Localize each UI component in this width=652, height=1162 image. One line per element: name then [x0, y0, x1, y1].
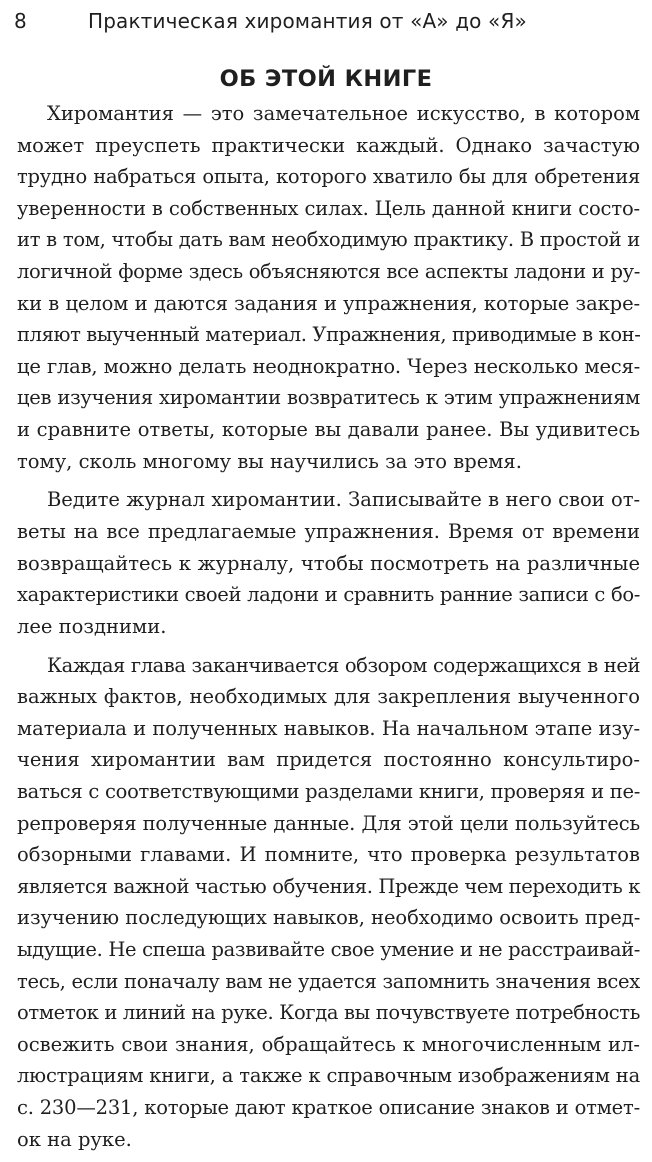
text-line: Каждая глава заканчивается обзором содержащихся в ней	[47, 653, 640, 677]
text-line: Хиромантия — это замечательное искусство, в котором	[47, 102, 640, 125]
running-head	[14, 6, 644, 36]
chapter-title: ОБ ЭТОЙ КНИГЕ	[219, 66, 433, 92]
text-line: ок на руке.	[17, 1127, 132, 1151]
text-line: изучению последующих навыков, необходимо освоить пред-	[17, 906, 641, 930]
text-line: цев изучения хиромантии возвратитесь к этим упражнениям	[17, 386, 640, 410]
text-line: характеристики своей ладони и сравнить ранние записи с бо-	[17, 583, 640, 607]
running-title: Практическая хиромантия от «А» до «Я»	[88, 9, 527, 33]
text-line: трудно набраться опыта, которого хватило бы для обретения	[17, 165, 640, 189]
text-line: является важной частью обучения. Прежде чем переходить к	[17, 874, 640, 898]
paragraph	[17, 98, 640, 477]
text-line: це глав, можно делать неоднократно. Через несколько меся-	[17, 354, 640, 378]
text-line: чения хиромантии вам придется постоянно консультиро-	[17, 748, 640, 772]
text-line: ки в целом и даются задания и упражнения, которые закре-	[17, 291, 640, 315]
text-line: отметок и линий на руке. Когда вы почувствуете потребность	[17, 1001, 640, 1025]
text-line: возвращайтесь к журналу, чтобы посмотреть на различные	[17, 551, 640, 575]
text-line: обзорными главами. И помните, что проверка результатов	[17, 843, 640, 867]
text-line: тесь, если поначалу вам не удается запомнить значения всех	[17, 969, 640, 993]
text-line: ыдущие. Не спеша развивайте свое умение и не расстраивай-	[17, 938, 640, 962]
text-line: пляют выученный материал. Упражнения, приводимые в кон-	[17, 323, 641, 347]
text-line: ит в том, чтобы дать вам необходимую практику. В простой и	[17, 228, 640, 252]
text-line: тому, сколь многому вы научились за это время.	[17, 449, 522, 473]
paragraph	[17, 650, 640, 1156]
paragraph	[17, 484, 640, 642]
text-line: и сравните ответы, которые вы давали ранее. Вы удивитесь	[17, 417, 640, 441]
text-line: веты на все предлагаемые упражнения. Время от времени	[17, 520, 640, 544]
text-line: репроверяя полученные данные. Для этой цели пользуйтесь	[17, 811, 640, 835]
text-line: материала и полученных навыков. На начальном этапе изу-	[17, 716, 640, 740]
text-line: логичной форме здесь объясняются все аспекты ладони и ру-	[17, 259, 640, 283]
body-text	[17, 98, 640, 1162]
text-line: уверенности в собственных силах. Цель данной книги состо-	[17, 196, 640, 220]
text-line: с. 230—231, которые дают краткое описание знаков и отмет-	[17, 1096, 640, 1119]
text-line: может преуспеть практически каждый. Однако зачастую	[17, 133, 640, 157]
page-number: 8	[14, 9, 27, 33]
text-line: важных фактов, необходимых для закрепления выученного	[17, 685, 640, 709]
text-line: ваться с соответствующими разделами книги, проверяя и пе-	[17, 780, 640, 804]
text-line: Ведите журнал хиромантии. Записывайте в него свои от-	[47, 488, 640, 512]
text-line: люстрациям книги, а также к справочным изображениям на	[17, 1064, 640, 1088]
text-line: освежить свои знания, обращайтесь к многочисленным ил-	[17, 1032, 640, 1056]
text-line: лее поздними.	[17, 614, 167, 638]
